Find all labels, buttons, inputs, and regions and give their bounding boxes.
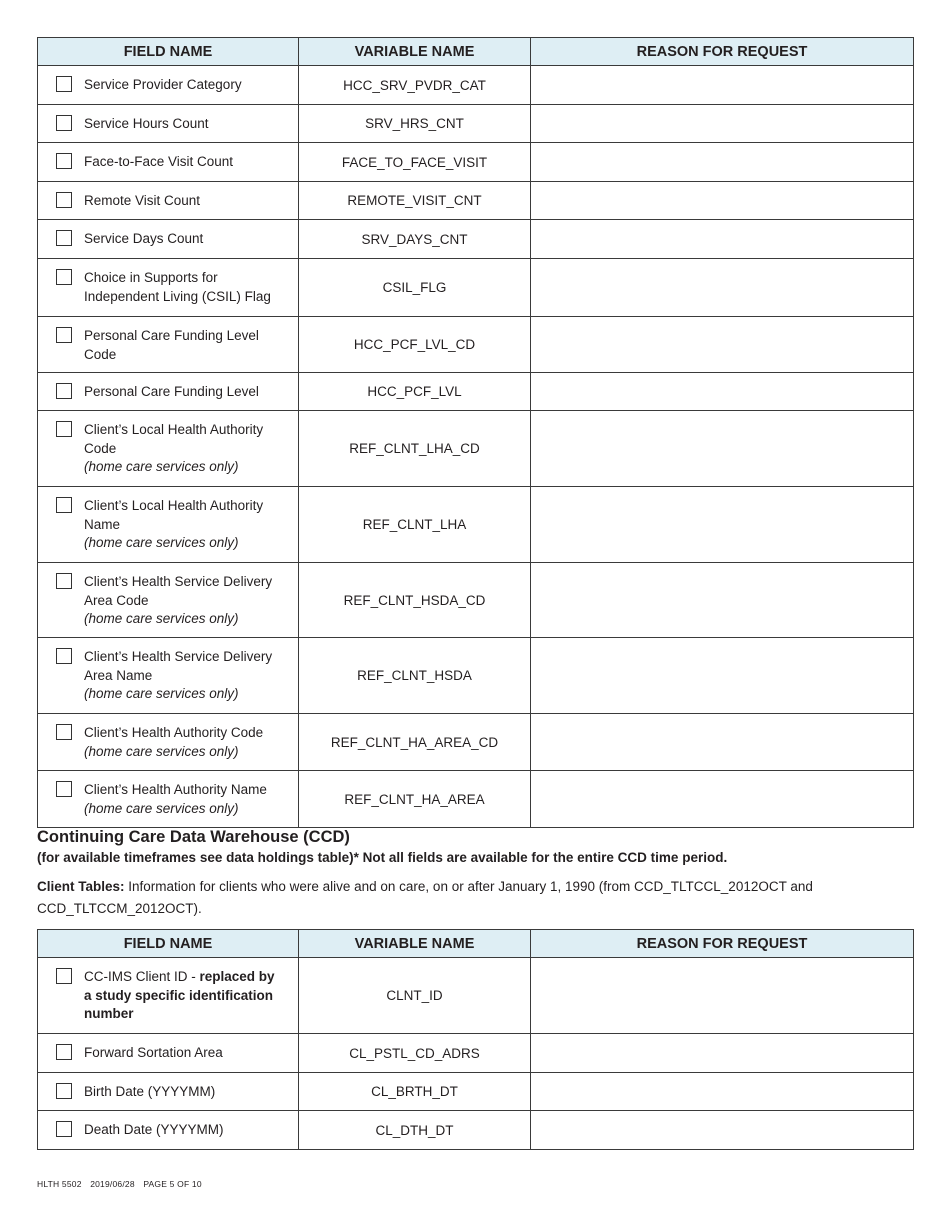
table-row	[38, 411, 914, 487]
reason-input-cell[interactable]	[531, 411, 914, 487]
request-checkbox[interactable]	[56, 1121, 72, 1137]
table-row	[38, 1111, 914, 1150]
client-id-note-line-2: a study specific identification	[84, 987, 274, 1003]
reason-input-cell[interactable]	[531, 1111, 914, 1150]
reason-input-cell[interactable]	[531, 563, 914, 638]
field-name-note: (home care services only)	[84, 800, 239, 816]
field-name-cell	[38, 958, 299, 1034]
field-name-cell	[38, 182, 299, 220]
field-name-cell	[38, 66, 299, 105]
variable-name-cell: CL_PSTL_CD_ADRS	[299, 1034, 531, 1073]
field-name-cell	[38, 1111, 299, 1150]
request-checkbox[interactable]	[56, 648, 72, 664]
field-name-cell	[38, 714, 299, 771]
table-header-row	[38, 930, 914, 958]
reason-header: REASON FOR REQUEST	[531, 38, 914, 66]
request-checkbox[interactable]	[56, 76, 72, 92]
field-name-cell	[38, 1073, 299, 1111]
field-name-cell	[38, 411, 299, 487]
request-checkbox[interactable]	[56, 1083, 72, 1099]
form-date: 2019/06/28	[90, 1179, 135, 1189]
field-name-label: Client’s Health Authority Code	[84, 725, 264, 740]
variable-name-header: VARIABLE NAME	[299, 38, 531, 66]
table-header-row	[38, 38, 914, 66]
table-row	[38, 105, 914, 143]
field-name-label: Service Days Count	[84, 231, 204, 246]
table-row	[38, 220, 914, 259]
field-name-cell	[38, 143, 299, 182]
reason-input-cell[interactable]	[531, 220, 914, 259]
page-footer	[37, 1179, 208, 1189]
table-row	[38, 1073, 914, 1111]
table-row	[38, 771, 914, 828]
section-description	[37, 876, 827, 920]
table-row	[38, 1034, 914, 1073]
field-name-label: Client’s Health Service Delivery	[84, 649, 273, 664]
field-name-header: FIELD NAME	[38, 38, 299, 66]
field-name-note: (home care services only)	[84, 686, 239, 701]
variable-name-cell: REF_CLNT_LHA_CD	[299, 411, 531, 487]
description-text: Information for clients who were alive and on care, on or after January 1, 1990 (from CCD_TLTCCL_2012OCT and CCD_TLTCCM_2012OCT).	[37, 879, 813, 916]
table-row	[38, 317, 914, 373]
reason-header: REASON FOR REQUEST	[531, 930, 914, 958]
variable-name-cell: REF_CLNT_HSDA_CD	[299, 563, 531, 638]
field-name-cell	[38, 563, 299, 638]
variable-name-cell: CLNT_ID	[299, 958, 531, 1034]
field-name-note: (home care services only)	[84, 743, 239, 759]
client-id-note-line-3: number	[84, 1006, 134, 1021]
field-name-label: Personal Care Funding Level	[84, 384, 259, 399]
request-checkbox[interactable]	[56, 230, 72, 246]
page-number: PAGE 5 OF 10	[143, 1179, 202, 1189]
fields-table-1	[37, 37, 914, 828]
reason-input-cell[interactable]	[531, 1073, 914, 1111]
request-checkbox[interactable]	[56, 421, 72, 437]
field-name-label: Client’s Local Health Authority	[84, 498, 264, 513]
field-name-label: Birth Date (YYYYMM)	[84, 1084, 216, 1099]
field-name-cell	[38, 771, 299, 828]
table-row	[38, 563, 914, 638]
request-checkbox[interactable]	[56, 153, 72, 169]
client-id-label: CC-IMS Client ID -	[84, 969, 200, 984]
reason-input-cell[interactable]	[531, 143, 914, 182]
field-name-label: Area Code	[84, 592, 149, 608]
field-name-cell	[38, 487, 299, 563]
request-checkbox[interactable]	[56, 497, 72, 513]
table-row	[38, 487, 914, 563]
request-checkbox[interactable]	[56, 115, 72, 131]
field-name-label: Forward Sortation Area	[84, 1045, 223, 1060]
field-name-note: (home care services only)	[84, 459, 239, 474]
reason-input-cell[interactable]	[531, 1034, 914, 1073]
field-name-label: Client’s Local Health Authority	[84, 422, 264, 437]
variable-name-cell: FACE_TO_FACE_VISIT	[299, 143, 531, 182]
variable-name-cell: REF_CLNT_HA_AREA	[299, 771, 531, 828]
variable-name-cell: HCC_SRV_PVDR_CAT	[299, 66, 531, 105]
reason-input-cell[interactable]	[531, 105, 914, 143]
field-name-label: Personal Care Funding Level Code	[84, 328, 259, 362]
field-name-note: (home care services only)	[84, 535, 239, 550]
variable-name-cell: CL_BRTH_DT	[299, 1073, 531, 1111]
reason-input-cell[interactable]	[531, 487, 914, 563]
fields-table-2	[37, 929, 914, 1150]
table-row	[38, 143, 914, 182]
field-name-label: Death Date (YYYYMM)	[84, 1122, 224, 1137]
reason-input-cell[interactable]	[531, 771, 914, 828]
reason-input-cell[interactable]	[531, 259, 914, 317]
field-name-label: Area Name	[84, 667, 153, 683]
client-id-note-line-1: replaced by	[199, 969, 275, 984]
description-label: Client Tables:	[37, 879, 125, 894]
variable-name-cell: REF_CLNT_LHA	[299, 487, 531, 563]
reason-input-cell[interactable]	[531, 182, 914, 220]
field-name-label: Service Hours Count	[84, 116, 209, 131]
field-name-label: Code	[84, 440, 117, 456]
request-checkbox[interactable]	[56, 781, 72, 797]
request-checkbox[interactable]	[56, 269, 72, 285]
variable-name-cell: HCC_PCF_LVL	[299, 373, 531, 411]
variable-name-cell: CL_DTH_DT	[299, 1111, 531, 1150]
table-row	[38, 373, 914, 411]
variable-name-cell: SRV_HRS_CNT	[299, 105, 531, 143]
reason-input-cell[interactable]	[531, 317, 914, 373]
reason-input-cell[interactable]	[531, 638, 914, 714]
field-name-label: Choice in Supports for	[84, 270, 218, 285]
field-name-label: Name	[84, 516, 121, 532]
request-checkbox[interactable]	[56, 573, 72, 589]
table-row	[38, 182, 914, 220]
reason-input-cell[interactable]	[531, 958, 914, 1034]
field-name-label: Remote Visit Count	[84, 193, 201, 208]
field-name-cell	[38, 638, 299, 714]
table-row	[38, 66, 914, 105]
field-name-cell	[38, 373, 299, 411]
section-title: Continuing Care Data Warehouse (CCD)	[37, 828, 350, 846]
request-checkbox[interactable]	[56, 327, 72, 343]
reason-input-cell[interactable]	[531, 66, 914, 105]
table-row	[38, 638, 914, 714]
form-id: HLTH 5502	[37, 1179, 82, 1189]
variable-name-cell: REMOTE_VISIT_CNT	[299, 182, 531, 220]
request-checkbox[interactable]	[56, 192, 72, 208]
field-name-cell	[38, 1034, 299, 1073]
field-name-label: Client’s Health Service Delivery	[84, 574, 273, 589]
table-row	[38, 958, 914, 1034]
variable-name-cell: HCC_PCF_LVL_CD	[299, 317, 531, 373]
request-checkbox[interactable]	[56, 383, 72, 399]
field-name-label: Independent Living (CSIL) Flag	[84, 288, 271, 304]
field-name-header: FIELD NAME	[38, 930, 299, 958]
variable-name-header: VARIABLE NAME	[299, 930, 531, 958]
field-name-label: Client’s Health Authority Name	[84, 782, 267, 797]
variable-name-cell: SRV_DAYS_CNT	[299, 220, 531, 259]
variable-name-cell: CSIL_FLG	[299, 259, 531, 317]
request-checkbox[interactable]	[56, 1044, 72, 1060]
section-subtitle: (for available timeframes see data holdings table)* Not all fields are available for the entire CCD time period.	[37, 850, 728, 865]
field-name-cell	[38, 220, 299, 259]
field-name-label: Service Provider Category	[84, 77, 242, 92]
field-name-cell	[38, 317, 299, 373]
variable-name-cell: REF_CLNT_HA_AREA_CD	[299, 714, 531, 771]
field-name-cell	[38, 259, 299, 317]
request-checkbox[interactable]	[56, 724, 72, 740]
reason-input-cell[interactable]	[531, 373, 914, 411]
table-row	[38, 259, 914, 317]
field-name-label: Face-to-Face Visit Count	[84, 154, 234, 169]
table-row	[38, 714, 914, 771]
reason-input-cell[interactable]	[531, 714, 914, 771]
field-name-note: (home care services only)	[84, 611, 239, 626]
field-name-cell	[38, 105, 299, 143]
variable-name-cell: REF_CLNT_HSDA	[299, 638, 531, 714]
request-checkbox[interactable]	[56, 968, 72, 984]
